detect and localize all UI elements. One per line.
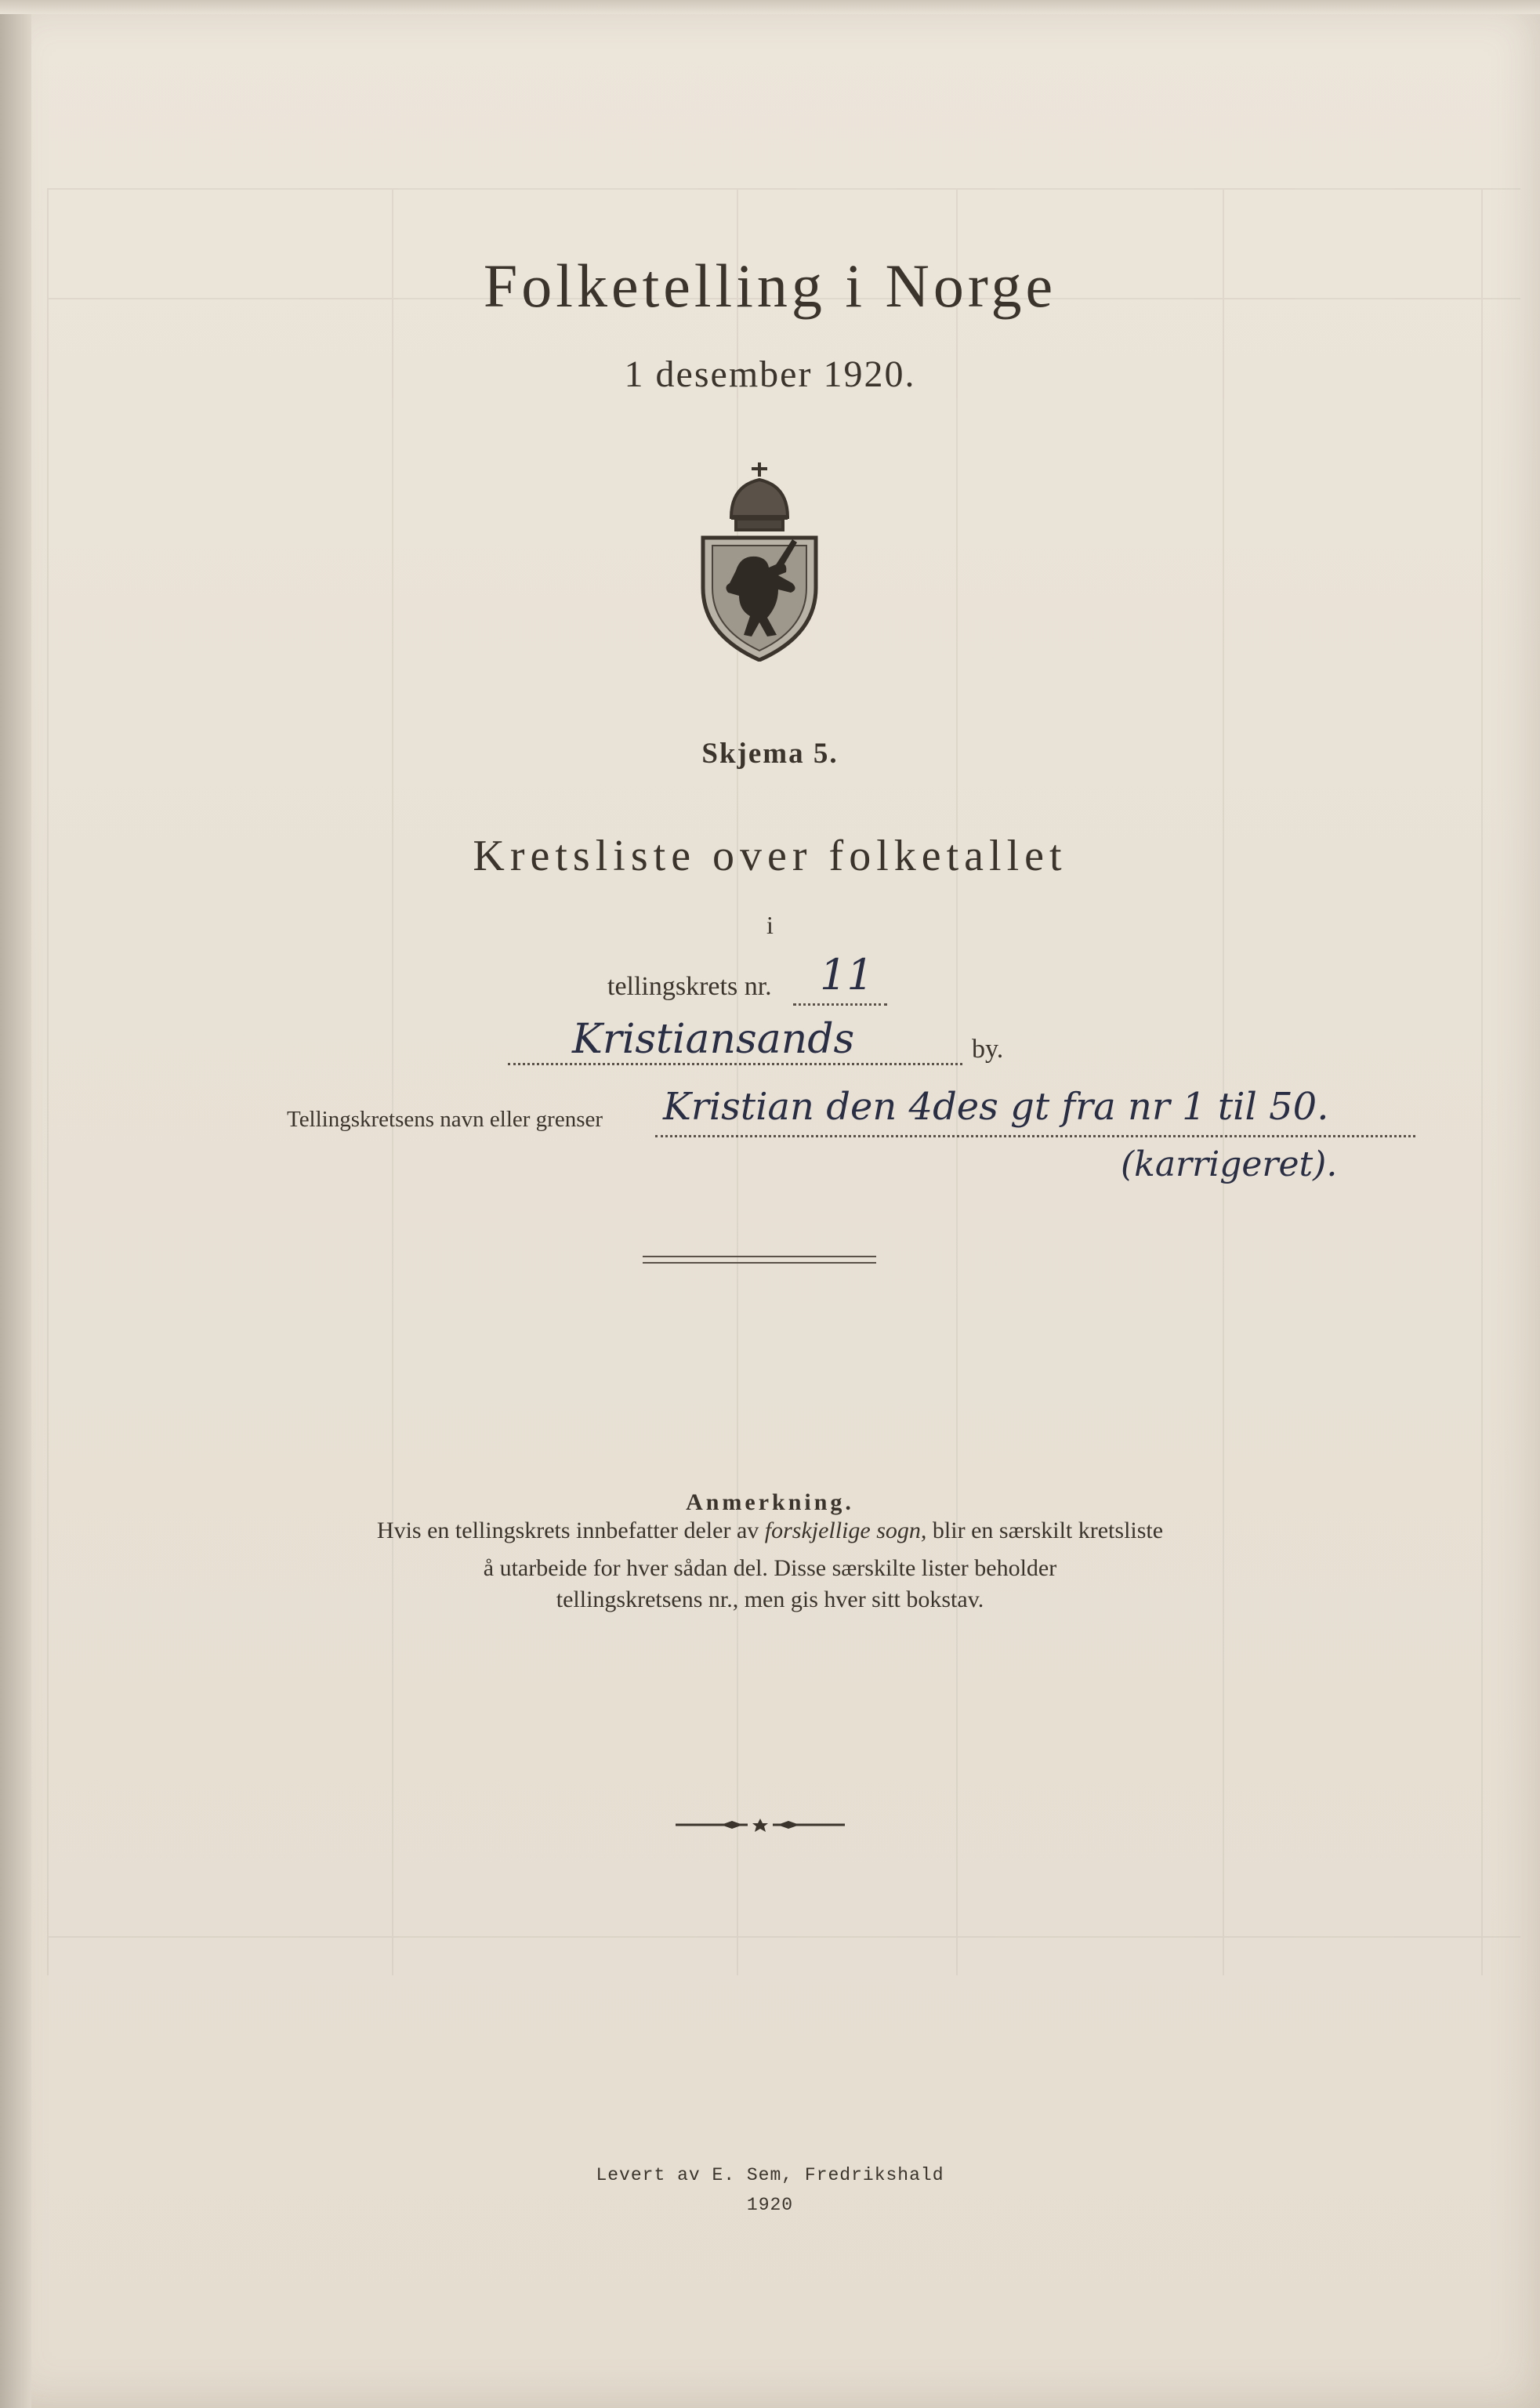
note-line-1-suffix: blir en særskilt kretsliste [926, 1518, 1164, 1543]
boundaries-value-line2: (karrigeret). [1121, 1144, 1338, 1184]
note-line-2: å utarbeide for hver sådan del. Disse særskilte lister beholder [483, 1555, 1057, 1581]
boundaries-label: Tellingskretsens navn eller grenser [287, 1107, 603, 1132]
schema-number: Skjema 5. [701, 738, 839, 770]
boundaries-line [655, 1135, 1415, 1137]
note-line-1-emphasis: forskjellige sogn, [764, 1518, 927, 1543]
norwegian-coat-of-arms-icon [700, 462, 819, 662]
page-edge-top [0, 0, 1540, 14]
note-line-1-prefix: Hvis en tellingskrets innbefatter deler av [376, 1518, 765, 1543]
census-date: 1 desember 1920. [624, 354, 916, 395]
page-title: Folketelling i Norge [483, 252, 1057, 320]
note-line-3: tellingskretsens nr., men gis hver sitt bokstav. [556, 1587, 984, 1612]
city-suffix: by. [972, 1035, 1004, 1064]
city-value: Kristiansands [572, 1016, 855, 1063]
form-subtitle: Kretsliste over folketallet [473, 832, 1067, 880]
double-rule-top [643, 1256, 876, 1257]
district-number-value: 11 [820, 950, 874, 999]
note-line-1 [0, 1518, 1540, 1544]
boundaries-value-line1: Kristian den 4des gt fra nr 1 til 50. [663, 1085, 1329, 1129]
printer-credit: Levert av E. Sem, Fredrikshald [596, 2165, 944, 2185]
print-year: 1920 [746, 2195, 794, 2215]
preposition-text: i [766, 911, 774, 939]
ornament-divider-icon [674, 1817, 846, 1833]
city-line [508, 1063, 962, 1065]
district-number-line [793, 1003, 887, 1006]
note-heading: Anmerkning. [686, 1489, 854, 1515]
double-rule-bottom [643, 1262, 876, 1264]
district-number-label: tellingskrets nr. [607, 972, 772, 1001]
